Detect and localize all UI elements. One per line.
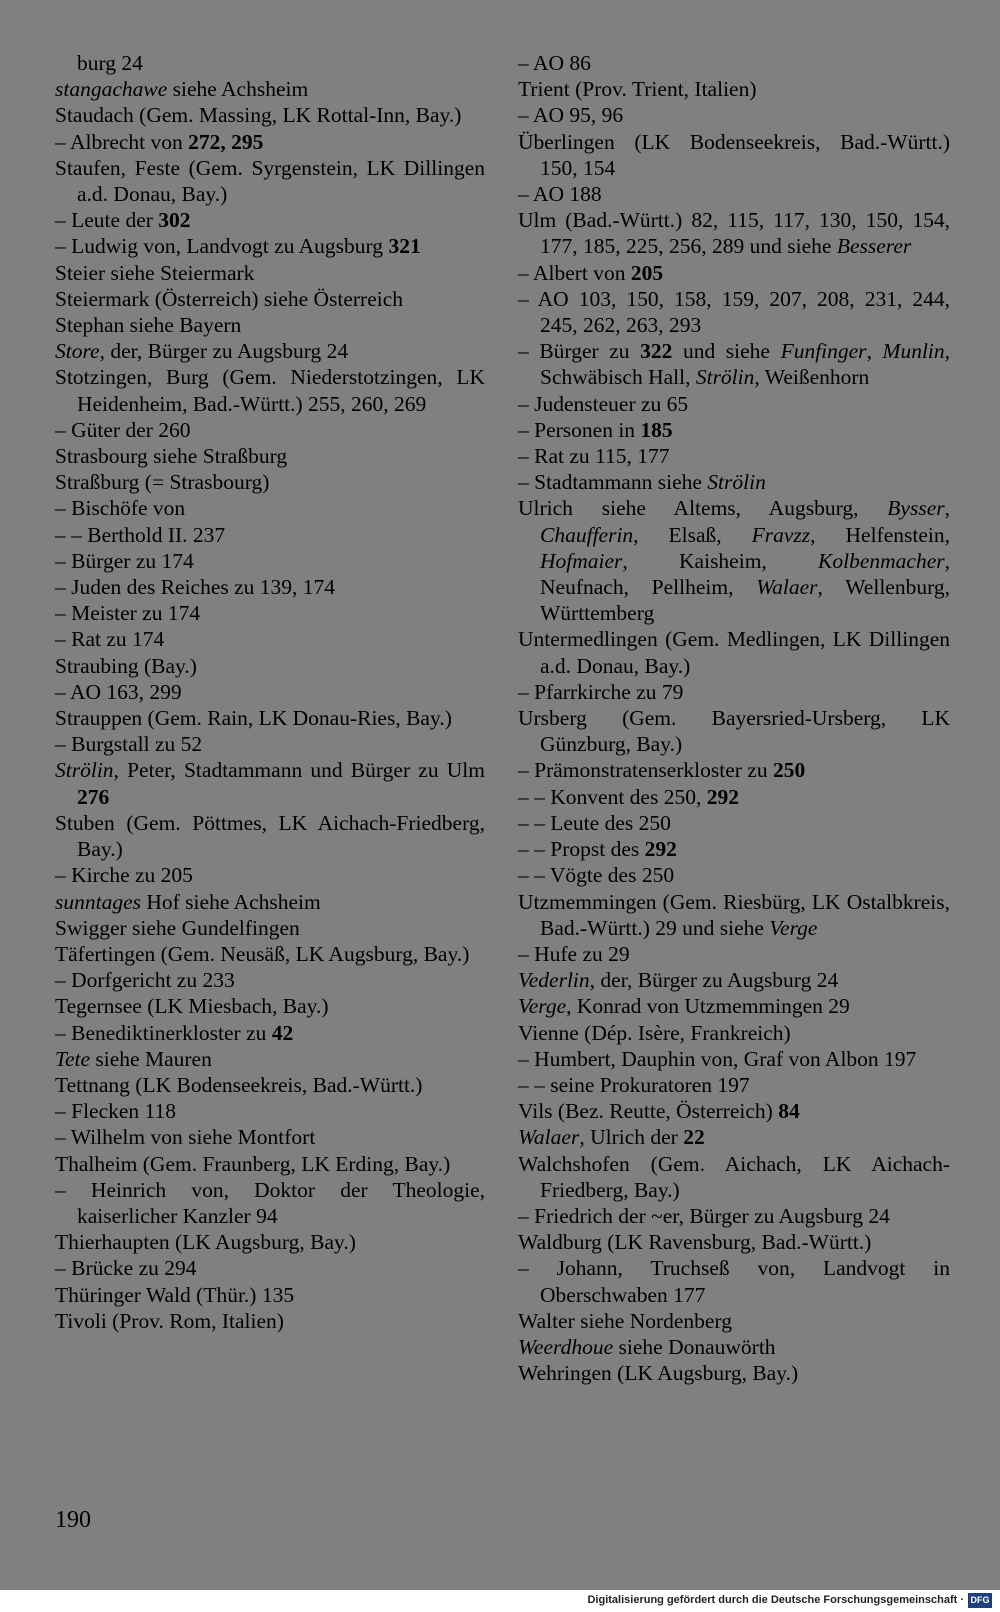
index-entry: – – Vögte des 250 — [518, 863, 675, 888]
index-entry: – AO 86 — [518, 51, 591, 75]
index-column-left — [55, 50, 485, 1334]
index-entry: – Juden des Reiches zu 139, 174 — [55, 575, 336, 600]
index-entry: Ulm (Bad.-Württ.) 82, 115, 117, 130, 150, 154, 177, 185, 225, 256, 289 und siehe Besserer — [518, 208, 950, 259]
index-entry: – – Propst des 292 — [518, 837, 677, 862]
index-entry: Tettnang (LK Bodenseekreis, Bad.-Württ.) — [55, 1072, 423, 1097]
index-entry: – Wilhelm von siehe Montfort — [55, 1125, 316, 1150]
index-entry: – – seine Prokuratoren 197 — [518, 1072, 750, 1097]
index-entry: Walaer, Ulrich der 22 — [518, 1125, 705, 1150]
index-entry: – AO 163, 299 — [55, 679, 182, 704]
index-entry: Thierhaupten (LK Augsburg, Bay.) — [55, 1230, 356, 1255]
index-entry: Trient (Prov. Trient, Italien) — [518, 77, 757, 102]
index-entry: Verge, Konrad von Utzmemmingen 29 — [518, 994, 850, 1019]
index-entry: – Albert von 205 — [518, 260, 664, 285]
index-entry: – Güter der 260 — [55, 417, 191, 442]
index-entry: – Flecken 118 — [55, 1099, 177, 1124]
index-entry: – Johann, Truchseß von, Landvogt in Oberschwaben 177 — [518, 1256, 950, 1307]
index-entry: Waldburg (LK Ravensburg, Bad.-Württ.) — [518, 1230, 872, 1255]
index-entry: – Leute der 302 — [55, 208, 191, 233]
index-entry: – Bürger zu 322 und siehe Funfinger, Munlin, Schwäbisch Hall, Strölin, Weißenhorn — [518, 339, 951, 390]
index-entry: Stuben (Gem. Pöttmes, LK Aichach-Friedberg, Bay.) — [55, 810, 485, 862]
page-number: 190 — [55, 1507, 91, 1533]
index-entry: – AO 103, 150, 158, 159, 207, 208, 231, 244, 245, 262, 263, 293 — [518, 286, 950, 338]
index-entry: – AO 188 — [518, 182, 602, 207]
index-entry: Untermedlingen (Gem. Medlingen, LK Dillingen a.d. Donau, Bay.) — [518, 627, 950, 678]
index-entry: Stephan siehe Bayern — [55, 313, 242, 338]
index-entry: Tegernsee (LK Miesbach, Bay.) — [55, 994, 329, 1019]
index-entry: Tete siehe Mauren — [55, 1046, 212, 1071]
dfg-logo-icon: DFG — [968, 1593, 992, 1608]
index-entry: Utzmemmingen (Gem. Riesbürg, LK Ostalbkreis, Bad.-Württ.) 29 und siehe Verge — [518, 889, 950, 940]
footer-credit: Digitalisierung gefördert durch die Deutsche Forschungsgemeinschaft · — [587, 1594, 964, 1606]
index-entry: Straßburg (= Strasbourg) — [55, 470, 270, 495]
index-entry: – Ludwig von, Landvogt zu Augsburg 321 — [55, 234, 421, 259]
index-entry: Staudach (Gem. Massing, LK Rottal-Inn, Bay.) — [55, 103, 462, 128]
index-entry: – Benediktinerkloster zu 42 — [55, 1020, 294, 1045]
index-entry: Ursberg (Gem. Bayersried-Ursberg, LK Günzburg, Bay.) — [518, 706, 950, 757]
index-column-right — [518, 50, 950, 1386]
index-entry: Walchshofen (Gem. Aichach, LK Aichach-Friedberg, Bay.) — [518, 1151, 950, 1202]
index-entry: Vils (Bez. Reutte, Österreich) 84 — [518, 1099, 800, 1124]
index-entry: Thalheim (Gem. Fraunberg, LK Erding, Bay.) — [55, 1151, 451, 1176]
index-entry: – Kirche zu 205 — [55, 863, 193, 888]
index-entry: Store, der, Bürger zu Augsburg 24 — [55, 339, 349, 364]
index-entry: – Bischöfe von — [55, 496, 186, 521]
index-entry: – Brücke zu 294 — [55, 1256, 197, 1281]
index-entry: – Prämonstratenserkloster zu 250 — [518, 758, 806, 783]
index-entry: Strölin, Peter, Stadtammann und Bürger zu Ulm 276 — [55, 758, 485, 809]
index-entry: – Humbert, Dauphin von, Graf von Albon 197 — [518, 1046, 917, 1071]
index-entry: Walter siehe Nordenberg — [518, 1308, 732, 1333]
index-entry: Wehringen (LK Augsburg, Bay.) — [518, 1361, 799, 1386]
index-entry: Vienne (Dép. Isère, Frankreich) — [518, 1020, 791, 1045]
index-entry: stangachawe siehe Achsheim — [55, 77, 309, 102]
index-entry: Staufen, Feste (Gem. Syrgenstein, LK Dillingen a.d. Donau, Bay.) — [55, 155, 485, 207]
index-entry: Überlingen (LK Bodenseekreis, Bad.-Württ.) 150, 154 — [518, 129, 950, 180]
index-entry: – Friedrich der ~er, Bürger zu Augsburg 24 — [518, 1203, 890, 1228]
index-entry: – Burgstall zu 52 — [55, 732, 203, 757]
footer-bar — [0, 1590, 1000, 1612]
index-entry: sunntages Hof siehe Achsheim — [55, 889, 321, 914]
index-entry: Strauppen (Gem. Rain, LK Donau-Ries, Bay.) — [55, 706, 452, 731]
index-entry: Stotzingen, Burg (Gem. Niederstotzingen, LK Heidenheim, Bad.-Württ.) 255, 260, 269 — [55, 365, 485, 416]
index-entry: – Stadtammann siehe Strölin — [518, 470, 766, 495]
index-entry: – Bürger zu 174 — [55, 548, 194, 573]
index-entry: – Meister zu 174 — [55, 601, 201, 626]
index-entry: – Pfarrkirche zu 79 — [518, 679, 684, 704]
index-entry: – Albrecht von 272, 295 — [55, 129, 264, 154]
index-entry: Straubing (Bay.) — [55, 653, 197, 678]
index-entry: Steiermark (Österreich) siehe Österreich — [55, 286, 404, 311]
index-entry: – – Konvent des 250, 292 — [518, 784, 739, 809]
index-entry: Weerdhoue siehe Donauwörth — [518, 1334, 776, 1359]
index-entry: – Personen in 185 — [518, 417, 673, 442]
index-entry: – AO 95, 96 — [518, 103, 624, 128]
index-entry: burg 24 — [77, 51, 143, 75]
index-entry: Strasbourg siehe Straßburg — [55, 444, 288, 469]
index-entry: Vederlin, der, Bürger zu Augsburg 24 — [518, 968, 839, 993]
index-entry: – Dorfgericht zu 233 — [55, 968, 235, 993]
index-entry: Täfertingen (Gem. Neusäß, LK Augsburg, Bay.) — [55, 941, 470, 966]
index-entry: Swigger siehe Gundelfingen — [55, 915, 300, 940]
index-entry: Steier siehe Steiermark — [55, 260, 255, 285]
index-entry: – Rat zu 115, 177 — [518, 444, 670, 469]
index-entry: – – Berthold II. 237 — [55, 522, 226, 547]
index-entry: – Rat zu 174 — [55, 627, 165, 652]
index-entry: Tivoli (Prov. Rom, Italien) — [55, 1308, 284, 1333]
index-entry: – Heinrich von, Doktor der Theologie, kaiserlicher Kanzler 94 — [55, 1177, 485, 1228]
index-entry: – – Leute des 250 — [518, 810, 671, 835]
index-entry: – Judensteuer zu 65 — [518, 391, 689, 416]
index-entry: Ulrich siehe Altems, Augsburg, Bysser, Chaufferin, Elsaß, Fravzz, Helfenstein, Hofmaier, Kaisheim, Kolbenmacher, Neufnach, Pellheim, Walaer, Wellenburg, Württemberg — [518, 496, 950, 626]
index-entry: Thüringer Wald (Thür.) 135 — [55, 1282, 295, 1307]
index-entry: – Hufe zu 29 — [518, 941, 630, 966]
